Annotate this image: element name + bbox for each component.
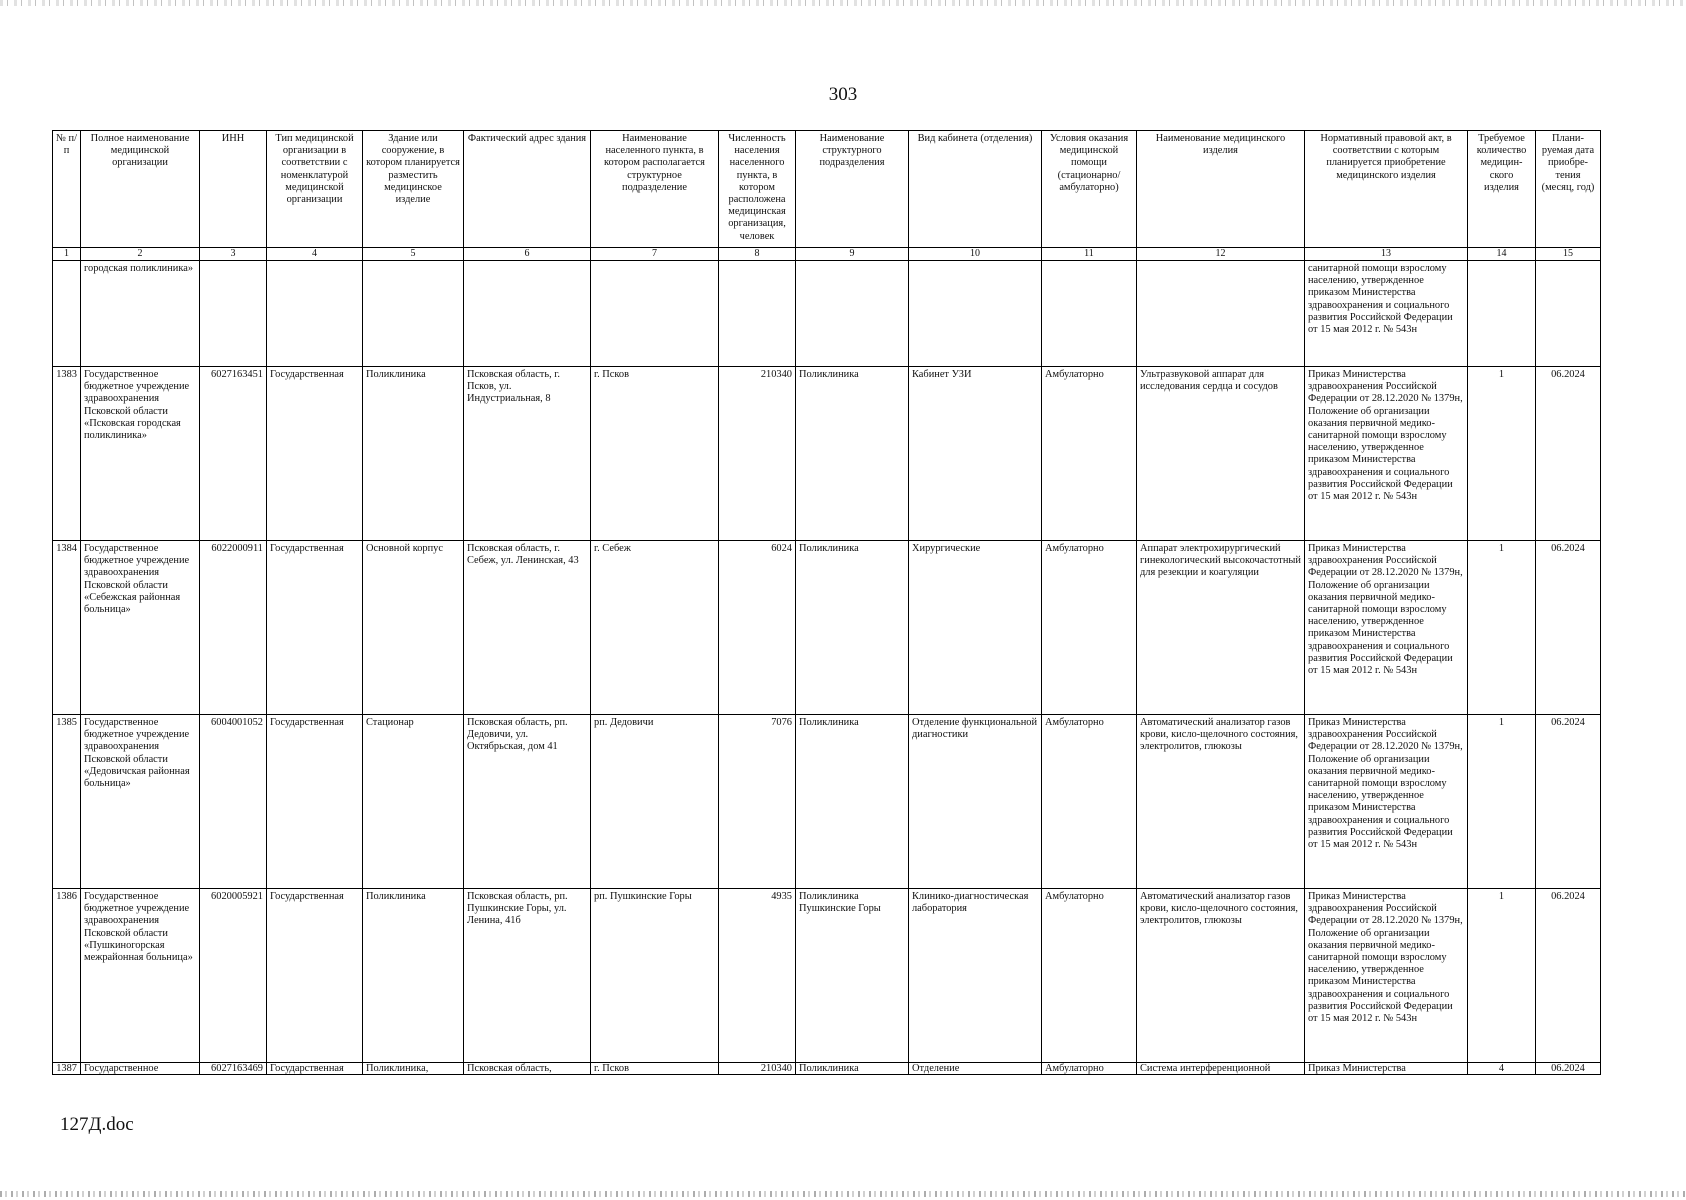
cell-inn: 6027163451: [200, 367, 267, 541]
cell-device: Автоматический анализатор газов крови, кисло-щелочного состояния, электролитов, глюкозы: [1137, 715, 1305, 889]
cell-date: 06.2024: [1536, 1063, 1601, 1075]
cell-number: 1384: [53, 541, 81, 715]
column-number: 13: [1305, 248, 1468, 261]
cell-date: 06.2024: [1536, 367, 1601, 541]
column-number: 12: [1137, 248, 1305, 261]
column-number: 6: [464, 248, 591, 261]
table-row-partial: [53, 1063, 1601, 1075]
cell-act: Приказ Министерства здравоохранения Российской Федерации от 28.12.2020 № 1379н, Положение об организации оказания первичной медико-санитарной помощи взрослому населению, утвержденное приказом Министерства здравоохранения и социального развития Российской Федерации от 15 мая 2012 г. № 543н: [1305, 541, 1468, 715]
cell-empty: [796, 261, 909, 367]
cell-org: Государственное бюджетное учреждение здравоохранения Псковской области «Себежская районная больница»: [81, 541, 200, 715]
cell-act: Приказ Министерства: [1305, 1063, 1468, 1075]
cell-unit: Поликлиника: [796, 1063, 909, 1075]
header-cell: Наименование населенного пункта, в котором располагается структурное подразделение: [591, 131, 719, 248]
cell-address: Псковская область, г. Псков, ул. Индустриальная, 8: [464, 367, 591, 541]
cell-unit: Поликлиника Пушкинские Горы: [796, 889, 909, 1063]
cell-cabinet: Отделение функциональной диагностики: [909, 715, 1042, 889]
column-number: 11: [1042, 248, 1137, 261]
column-number-row: [53, 248, 1601, 261]
header-cell: Здание или сооружение, в котором планируется разместить медицинское изделие: [363, 131, 464, 248]
cell-device: Ультразвуковой аппарат для исследования сердца и сосудов: [1137, 367, 1305, 541]
cell-empty: [909, 261, 1042, 367]
cell-date: 06.2024: [1536, 889, 1601, 1063]
cell-locality: г. Псков: [591, 1063, 719, 1075]
cell-population: 4935: [719, 889, 796, 1063]
cell-cabinet: Отделение: [909, 1063, 1042, 1075]
cell-act: Приказ Министерства здравоохранения Российской Федерации от 28.12.2020 № 1379н, Положение об организации оказания первичной медико-санитарной помощи взрослому населению, утвержденное приказом Министерства здравоохранения и социального развития Российской Федерации от 15 мая 2012 г. № 543н: [1305, 715, 1468, 889]
cell-device: Система интерференционной: [1137, 1063, 1305, 1075]
cell-act: Приказ Министерства здравоохранения Российской Федерации от 28.12.2020 № 1379н, Положение об организации оказания первичной медико-санитарной помощи взрослому населению, утвержденное приказом Министерства здравоохранения и социального развития Российской Федерации от 15 мая 2012 г. № 543н: [1305, 889, 1468, 1063]
cell-act: Приказ Министерства здравоохранения Российской Федерации от 28.12.2020 № 1379н, Положение об организации оказания первичной медико-санитарной помощи взрослому населению, утвержденное приказом Министерства здравоохранения и социального развития Российской Федерации от 15 мая 2012 г. № 543н: [1305, 367, 1468, 541]
cell-quantity: 1: [1468, 367, 1536, 541]
cell-address: Псковская область, г. Себеж, ул. Ленинская, 43: [464, 541, 591, 715]
file-label: 127Д.doc: [60, 1114, 134, 1135]
cell-quantity: 1: [1468, 889, 1536, 1063]
column-number: 3: [200, 248, 267, 261]
cell-address: Псковская область, рп. Пушкинские Горы, ул. Ленина, 41б: [464, 889, 591, 1063]
cell-empty: [53, 261, 81, 367]
cell-population: 7076: [719, 715, 796, 889]
cell-quantity: 1: [1468, 715, 1536, 889]
column-number: 5: [363, 248, 464, 261]
column-number: 8: [719, 248, 796, 261]
cell-inn: 6027163469: [200, 1063, 267, 1075]
cell-locality: рп. Дедовичи: [591, 715, 719, 889]
header-cell: Условия оказания медицинской помощи (стационарно/ амбулаторно): [1042, 131, 1137, 248]
cell-device: Аппарат электрохирургический гинекологический высокочастотный для резекции и коагуляции: [1137, 541, 1305, 715]
cell-empty: [267, 261, 363, 367]
continuation-row: [53, 261, 1601, 367]
cell-quantity: 1: [1468, 541, 1536, 715]
cell-unit: Поликлиника: [796, 541, 909, 715]
cell-empty: [591, 261, 719, 367]
cell-org: Государственное бюджетное учреждение здравоохранения Псковской области «Пушкиногорская межрайонная больница»: [81, 889, 200, 1063]
cell-empty: [363, 261, 464, 367]
cell-type: Государственная: [267, 367, 363, 541]
header-cell: Фактический адрес здания: [464, 131, 591, 248]
cell-number: 1385: [53, 715, 81, 889]
cell-quantity: 4: [1468, 1063, 1536, 1075]
table-row: [53, 367, 1601, 541]
cell-inn: 6020005921: [200, 889, 267, 1063]
cell-empty: [200, 261, 267, 367]
cell-conditions: Амбулаторно: [1042, 367, 1137, 541]
header-row: [53, 131, 1601, 248]
cell-empty: [1042, 261, 1137, 367]
cell-conditions: Амбулаторно: [1042, 1063, 1137, 1075]
cell-org: Государственное: [81, 1063, 200, 1075]
header-cell: Нормативный правовой акт, в соответствии с которым планируется приобретение медицинского изделия: [1305, 131, 1468, 248]
cell-empty: [1137, 261, 1305, 367]
cell-cabinet: Кабинет УЗИ: [909, 367, 1042, 541]
cell-number: 1383: [53, 367, 81, 541]
cell-cabinet: Хирургические: [909, 541, 1042, 715]
cell-empty: [719, 261, 796, 367]
cell-address: Псковская область, рп. Дедовичи, ул. Октябрьская, дом 41: [464, 715, 591, 889]
cell-empty: [1536, 261, 1601, 367]
cell-org: Государственное бюджетное учреждение здравоохранения Псковской области «Дедовичская районная больница»: [81, 715, 200, 889]
cell-org-continued: городская поликлиника»: [81, 261, 200, 367]
column-number: 7: [591, 248, 719, 261]
cell-conditions: Амбулаторно: [1042, 541, 1137, 715]
cell-type: Государственная: [267, 889, 363, 1063]
cell-address: Псковская область,: [464, 1063, 591, 1075]
cell-unit: Поликлиника: [796, 367, 909, 541]
cell-type: Государственная: [267, 1063, 363, 1075]
cell-device: Автоматический анализатор газов крови, кисло-щелочного состояния, электролитов, глюкозы: [1137, 889, 1305, 1063]
header-cell: Численность населения населенного пункта, в котором расположена медицинская организация, человек: [719, 131, 796, 248]
table-row: [53, 541, 1601, 715]
cell-inn: 6022000911: [200, 541, 267, 715]
cell-locality: рп. Пушкинские Горы: [591, 889, 719, 1063]
scan-edge-bottom: [0, 1191, 1686, 1197]
cell-inn: 6004001052: [200, 715, 267, 889]
column-number: 9: [796, 248, 909, 261]
cell-cabinet: Клинико-диагностическая лаборатория: [909, 889, 1042, 1063]
cell-empty: [1468, 261, 1536, 367]
column-number: 4: [267, 248, 363, 261]
cell-locality: г. Псков: [591, 367, 719, 541]
header-cell: Вид кабинета (отделения): [909, 131, 1042, 248]
cell-org: Государственное бюджетное учреждение здравоохранения Псковской области «Псковская городская поликлиника»: [81, 367, 200, 541]
cell-date: 06.2024: [1536, 541, 1601, 715]
cell-building: Поликлиника,: [363, 1063, 464, 1075]
column-number: 15: [1536, 248, 1601, 261]
cell-conditions: Амбулаторно: [1042, 889, 1137, 1063]
column-number: 2: [81, 248, 200, 261]
cell-type: Государственная: [267, 715, 363, 889]
scan-edge-top: [0, 0, 1686, 6]
cell-building: Стационар: [363, 715, 464, 889]
column-number: 10: [909, 248, 1042, 261]
header-cell: ИНН: [200, 131, 267, 248]
cell-population: 210340: [719, 367, 796, 541]
header-cell: № п/п: [53, 131, 81, 248]
column-number: 14: [1468, 248, 1536, 261]
cell-act-continued: санитарной помощи взрослому населению, утвержденное приказом Министерства здравоохранения и социального развития Российской Федерации от 15 мая 2012 г. № 543н: [1305, 261, 1468, 367]
cell-date: 06.2024: [1536, 715, 1601, 889]
header-cell: Требуемое количество медицин-ского изделия: [1468, 131, 1536, 248]
cell-population: 210340: [719, 1063, 796, 1075]
header-cell: Тип медицинской организации в соответствии с номенклатурой медицинской организации: [267, 131, 363, 248]
cell-number: 1386: [53, 889, 81, 1063]
cell-building: Поликлиника: [363, 367, 464, 541]
table-row: [53, 889, 1601, 1063]
column-number: 1: [53, 248, 81, 261]
cell-empty: [464, 261, 591, 367]
cell-population: 6024: [719, 541, 796, 715]
cell-type: Государственная: [267, 541, 363, 715]
cell-locality: г. Себеж: [591, 541, 719, 715]
cell-number: 1387: [53, 1063, 81, 1075]
cell-unit: Поликлиника: [796, 715, 909, 889]
cell-conditions: Амбулаторно: [1042, 715, 1137, 889]
header-cell: Наименование структурного подразделения: [796, 131, 909, 248]
cell-building: Основной корпус: [363, 541, 464, 715]
header-cell: Полное наименование медицинской организации: [81, 131, 200, 248]
header-cell: Наименование медицинского изделия: [1137, 131, 1305, 248]
header-cell: Плани-руемая дата приобре-тения (месяц, год): [1536, 131, 1601, 248]
equipment-table: [52, 130, 1601, 1075]
table-row: [53, 715, 1601, 889]
cell-building: Поликлиника: [363, 889, 464, 1063]
page-number: 303: [828, 84, 858, 105]
